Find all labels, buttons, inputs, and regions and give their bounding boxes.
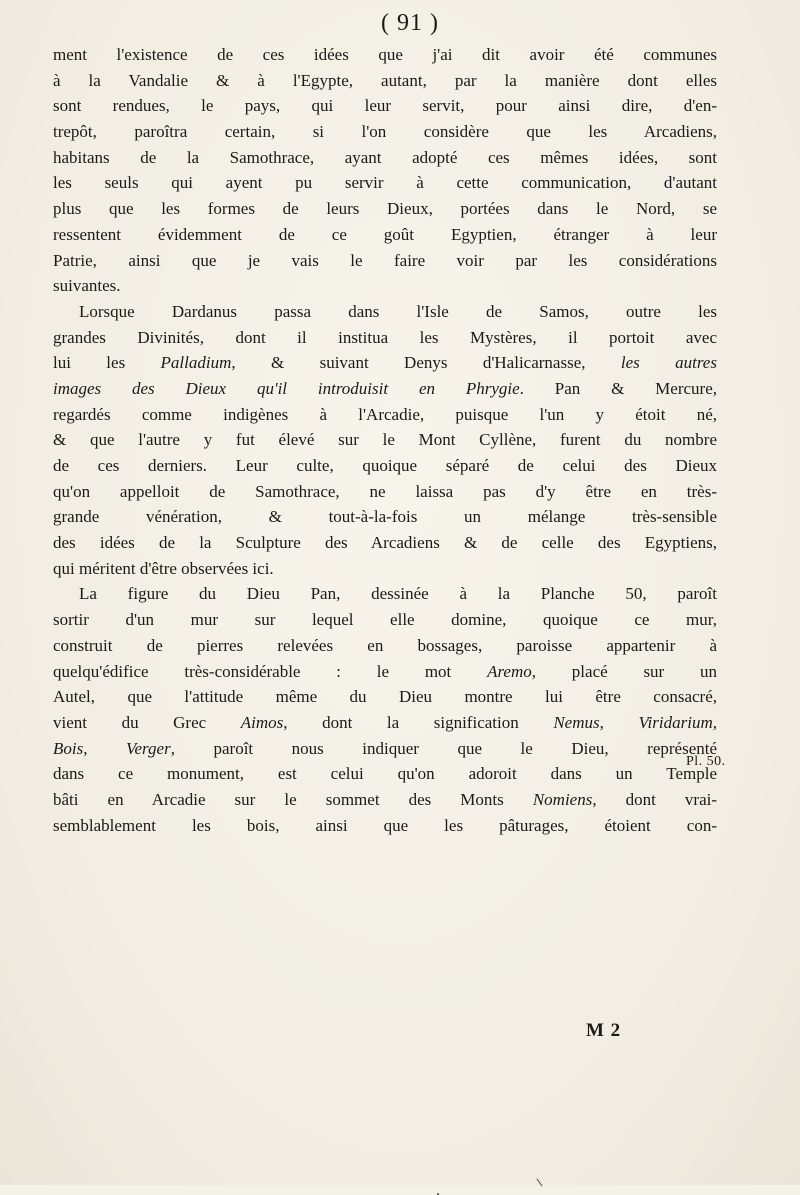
text-line: à la Vandalie & à l'Egypte, autant, par la manière dont elles [53, 70, 717, 90]
text-segment: quelqu'édifice très-considérable : le mot [53, 661, 488, 681]
text-line: regardés comme indigènes à l'Arcadie, puisque l'un y étoit né, [53, 404, 717, 424]
text-line: qu'on appelloit de Samothrace, ne laissa pas d'y être en très- [53, 481, 717, 501]
text-segment: , paroît nous indiquer que le Dieu, représenté [170, 738, 718, 758]
italic-text: Aremo [487, 661, 532, 681]
text-segment: , dont la signification [283, 712, 554, 732]
text-segment: vient du Grec [53, 712, 241, 732]
text-line: des idées de la Sculpture des Arcadiens & de celle des Egyptiens, [53, 533, 717, 553]
italic-text: Palladium [160, 353, 232, 373]
italic-text: les autres [620, 353, 717, 373]
text-line: grande vénération, & tout-à-la-fois un mélange très-sensible [53, 507, 717, 527]
text-line: semblablement les bois, ainsi que les pâturages, étoient con- [53, 815, 717, 835]
body-text [53, 42, 717, 838]
text-line: sont rendues, le pays, qui leur servit, pour ainsi dire, d'en- [53, 96, 717, 116]
signature-mark: M 2 [586, 1020, 622, 1041]
text-segment: , [712, 712, 717, 732]
text-line: sortir d'un mur sur lequel elle domine, quoique ce mur, [53, 610, 717, 630]
text-line: trepôt, paroîtra certain, si l'on considère que les Arcadiens, [53, 122, 717, 142]
italic-text: Verger [126, 738, 171, 758]
text-line [53, 659, 717, 685]
text-segment: , [83, 738, 127, 758]
text-line [53, 376, 717, 402]
text-segment: , placé sur un [531, 661, 718, 681]
text-line: Patrie, ainsi que je vais le faire voir par les considérations [53, 250, 717, 270]
text-line: ment l'existence de ces idées que j'ai dit avoir été communes [53, 45, 717, 64]
text-segment: bâti en Arcadie sur le sommet des Monts [53, 789, 533, 809]
text-line [53, 350, 717, 376]
text-segment: lui les [53, 353, 161, 373]
text-line: les seuls qui ayent pu servir à cette communication, d'autant [53, 173, 717, 193]
text-line: suivantes. [53, 276, 121, 296]
italic-text: Aimos [240, 712, 284, 732]
italic-text: Viridarium [638, 712, 713, 732]
text-line: Autel, que l'attitude même du Dieu montre lui être consacré, [53, 687, 717, 707]
italic-text: Nemus [553, 712, 600, 732]
italic-text: Nomiens [532, 789, 593, 809]
text-segment: . Pan & Mercure, [519, 378, 717, 398]
text-segment: , & suivant Denys d'Halicarnasse, [231, 353, 621, 373]
text-line: ressentent évidemment de ce goût Egyptien, étranger à leur [53, 224, 717, 244]
text-line [53, 710, 717, 736]
italic-text: images des Dieux qu'il introduisit en Phrygie [53, 378, 520, 398]
page-number: ( 91 ) [381, 10, 439, 36]
text-segment: , dont vrai- [592, 789, 717, 809]
text-line: La figure du Dieu Pan, dessinée à la Planche 50, paroît [79, 584, 717, 604]
text-line: construit de pierres relevées en bossages, paroisse appartenir à [53, 635, 717, 655]
text-line: habitans de la Samothrace, ayant adopté ces mêmes idées, sont [53, 147, 717, 167]
text-line: de ces derniers. Leur culte, quoique séparé de celui des Dieux [53, 456, 717, 475]
text-line: grandes Divinités, dont il institua les Mystères, il portoit avec [53, 327, 717, 347]
text-line: dans ce monument, est celui qu'on adoroit dans un Temple [53, 764, 717, 784]
stray-mark [537, 1179, 543, 1187]
italic-text: Bois [53, 738, 84, 758]
text-line [53, 736, 717, 762]
text-line: plus que les formes de leurs Dieux, portées dans le Nord, se [53, 199, 717, 219]
text-line [53, 787, 717, 813]
text-line: qui méritent d'être observées ici. [53, 558, 274, 578]
text-line: & que l'autre y fut élevé sur le Mont Cyllène, furent du nombre [53, 430, 717, 450]
plate-reference-note: Pl. 50. [686, 754, 726, 769]
text-line: Lorsque Dardanus passa dans l'Isle de Samos, outre les [79, 301, 717, 321]
text-segment: , [599, 712, 639, 732]
